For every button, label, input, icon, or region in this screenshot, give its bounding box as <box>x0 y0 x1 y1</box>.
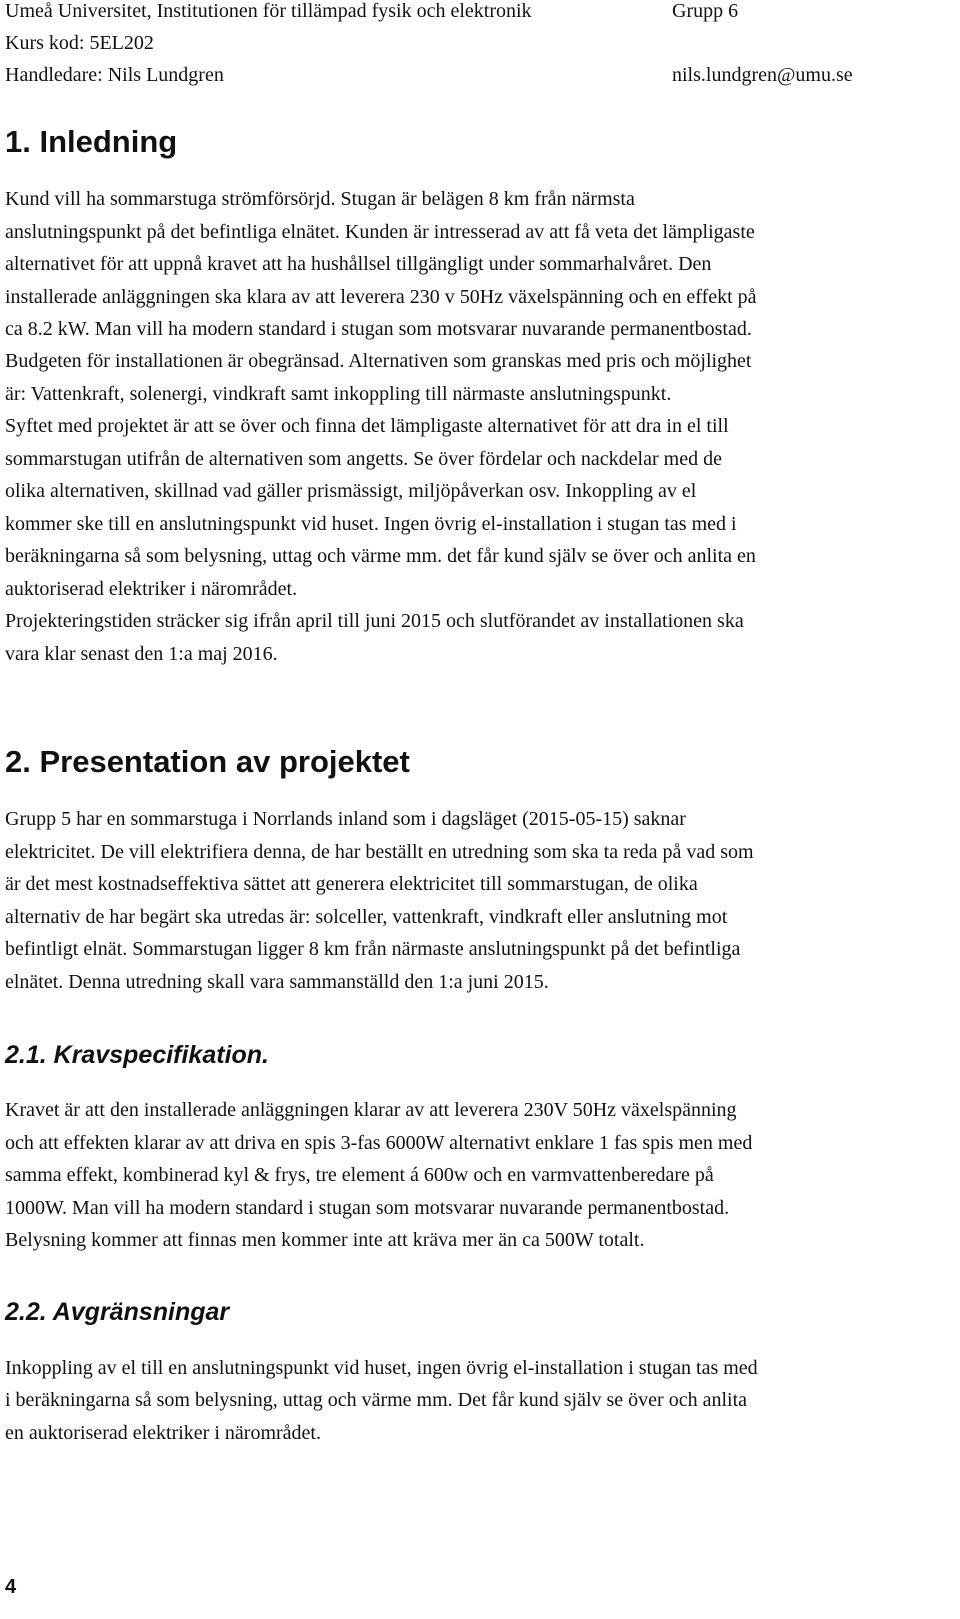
s22-line: i beräkningarna så som belysning, uttag och värme mm. Det får kund själv se över och anlita <box>5 1389 748 1411</box>
s1-line: vara klar senast den 1:a maj 2016. <box>5 643 278 665</box>
group-text: Grupp 6 <box>672 0 739 22</box>
s1-line: är: Vattenkraft, solenergi, vindkraft samt inkoppling till närmaste anslutningspunkt. <box>5 383 672 405</box>
section-1-heading: 1. Inledning <box>5 124 178 159</box>
s21-line: Belysning kommer att finnas men kommer inte att kräva mer än ca 500W totalt. <box>5 1229 645 1251</box>
s2-line: elnätet. Denna utredning skall vara sammanställd den 1:a juni 2015. <box>5 971 549 993</box>
institution-text: Umeå Universitet, Institutionen för tillämpad fysik och elektronik <box>5 0 532 22</box>
section-2-1-heading: 2.1. Kravspecifikation. <box>5 1041 270 1069</box>
s1-line: olika alternativen, skillnad vad gäller prismässigt, miljöpåverkan osv. Inkoppling av el <box>5 480 697 502</box>
section-2-heading: 2. Presentation av projektet <box>5 744 410 779</box>
s1-line: anslutningspunkt på det befintliga elnätet. Kunden är intresserad av att få veta det lämpligaste <box>5 221 755 243</box>
section-2-2-heading: 2.2. Avgränsningar <box>5 1298 230 1326</box>
s1-line: beräkningarna så som belysning, uttag och värme mm. det får kund själv se över och anlita en <box>5 545 756 567</box>
s2-line: är det mest kostnadseffektiva sättet att generera elektricitet till sommarstugan, de olika <box>5 873 698 895</box>
s1-line: ca 8.2 kW. Man vill ha modern standard i stugan som motsvarar nuvarande permanentbostad. <box>5 318 752 340</box>
s1-line: auktoriserad elektriker i närområdet. <box>5 578 298 600</box>
email-text: nils.lundgren@umu.se <box>672 64 853 86</box>
s21-line: Kravet är att den installerade anläggningen klarar av att leverera 230V 50Hz växelspänning <box>5 1099 737 1121</box>
s2-line: Grupp 5 har en sommarstuga i Norrlands inland som i dagsläget (2015-05-15) saknar <box>5 808 686 830</box>
header-row-3 <box>5 63 935 87</box>
s1-line: sommarstugan utifrån de alternativen som angetts. Se över fördelar och nackdelar med de <box>5 448 722 470</box>
header-row-1 <box>5 0 935 23</box>
s2-line: elektricitet. De vill elektrifiera denna, de har beställt en utredning som ska ta reda på vad som <box>5 841 754 863</box>
s22-line: en auktoriserad elektriker i närområdet. <box>5 1422 321 1444</box>
course-code-text: Kurs kod: 5EL202 <box>5 32 154 54</box>
s21-line: och att effekten klarar av att driva en spis 3-fas 6000W alternativt enklare 1 fas spis men med <box>5 1132 753 1154</box>
s1-line: Syftet med projektet är att se över och finna det lämpligaste alternativet för att dra in el till <box>5 415 729 437</box>
header-row-2 <box>5 31 935 55</box>
s2-line: alternativ de har begärt ska utredas är: solceller, vattenkraft, vindkraft eller anslutning mot <box>5 906 728 928</box>
s1-line: installerade anläggningen ska klara av att leverera 230 v 50Hz växelspänning och en effekt på <box>5 286 757 308</box>
page-number: 4 <box>5 1576 17 1598</box>
s21-line: samma effekt, kombinerad kyl & frys, tre element á 600w och en varmvattenberedare på <box>5 1164 714 1186</box>
s1-line: Projekteringstiden sträcker sig ifrån april till juni 2015 och slutförandet av installationen ska <box>5 610 744 632</box>
s1-line: Budgeten för installationen är obegränsad. Alternativen som granskas med pris och möjlighet <box>5 350 752 372</box>
s2-line: befintligt elnät. Sommarstugan ligger 8 km från närmaste anslutningspunkt på det befintliga <box>5 938 741 960</box>
s21-line: 1000W. Man vill ha modern standard i stugan som motsvarar nuvarande permanentbostad. <box>5 1197 730 1219</box>
s22-line: Inkoppling av el till en anslutningspunkt vid huset, ingen övrig el-installation i stugan tas med <box>5 1357 758 1379</box>
supervisor-text: Handledare: Nils Lundgren <box>5 64 224 86</box>
s1-line: Kund vill ha sommarstuga strömförsörjd. Stugan är belägen 8 km från närmsta <box>5 188 635 210</box>
s1-line: kommer ske till en anslutningspunkt vid huset. Ingen övrig el-installation i stugan tas med i <box>5 513 737 535</box>
s1-line: alternativet för att uppnå kravet att ha hushållsel tillgängligt under sommarhalvåret. Den <box>5 253 712 275</box>
